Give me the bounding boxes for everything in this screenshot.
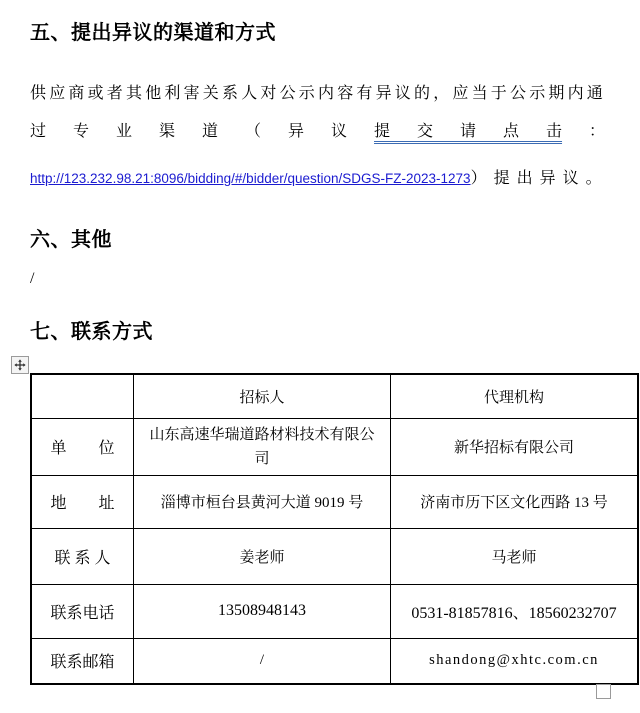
- contact-person-label-cell: 联 系 人: [31, 528, 134, 584]
- move-cross-icon: [14, 359, 26, 371]
- objection-line-2-prefix: 过 专 业 渠 道 （ 异 议: [30, 123, 348, 140]
- phone-bidder-cell: 13508948143: [134, 584, 391, 638]
- phone-label-cell: 联系电话: [31, 584, 134, 638]
- objection-paragraph-line-2: [30, 121, 612, 143]
- table-row-phone: [31, 584, 638, 638]
- address-agency-cell: 济南市历下区文化西路 13 号: [391, 475, 639, 528]
- submit-click-link[interactable]: 提 交 请 点 击: [374, 123, 563, 140]
- table-header-row: [31, 374, 638, 418]
- header-agency-cell: 代理机构: [391, 374, 639, 418]
- table-row-unit: [31, 418, 638, 475]
- address-label-cell: 地 址: [31, 475, 134, 528]
- contact-person-bidder-cell: 姜老师: [134, 528, 391, 584]
- section-5-heading: 五、提出异议的渠道和方式: [30, 22, 276, 44]
- contact-table: [30, 373, 639, 685]
- table-move-handle[interactable]: [11, 356, 29, 374]
- email-agency-cell: shandong@xhtc.com.cn: [391, 638, 639, 684]
- table-row-address: [31, 475, 638, 528]
- unit-bidder-cell: 山东高速华瑞道路材料技术有限公司: [134, 418, 391, 475]
- header-empty-cell: [31, 374, 134, 418]
- email-bidder-cell: /: [134, 638, 391, 684]
- objection-line-3-suffix: ）提出异议。: [470, 170, 609, 187]
- section-6-body: /: [30, 270, 35, 287]
- objection-paragraph-line-1: 供应商或者其他利害关系人对公示内容有异议的，应当于公示期内通: [30, 85, 607, 102]
- email-label-cell: 联系邮箱: [31, 638, 134, 684]
- table-row-email: [31, 638, 638, 684]
- bidding-question-url-link[interactable]: http://123.232.98.21:8096/bidding/#/bidder/question/SDGS-FZ-2023-1273: [30, 171, 471, 186]
- table-row-contact-person: [31, 528, 638, 584]
- unit-agency-cell: 新华招标有限公司: [391, 418, 639, 475]
- phone-agency-cell: 0531-81857816、18560232707: [391, 584, 639, 638]
- section-7-heading: 七、联系方式: [30, 321, 153, 343]
- unit-label-cell: 单 位: [31, 418, 134, 475]
- objection-paragraph-line-3: [30, 168, 612, 190]
- table-resize-handle[interactable]: [596, 684, 611, 699]
- header-bidder-cell: 招标人: [134, 374, 391, 418]
- address-bidder-cell: 淄博市桓台县黄河大道 9019 号: [134, 475, 391, 528]
- objection-line-2-colon: ：: [589, 123, 606, 140]
- contact-person-agency-cell: 马老师: [391, 528, 639, 584]
- section-6-heading: 六、其他: [30, 229, 112, 251]
